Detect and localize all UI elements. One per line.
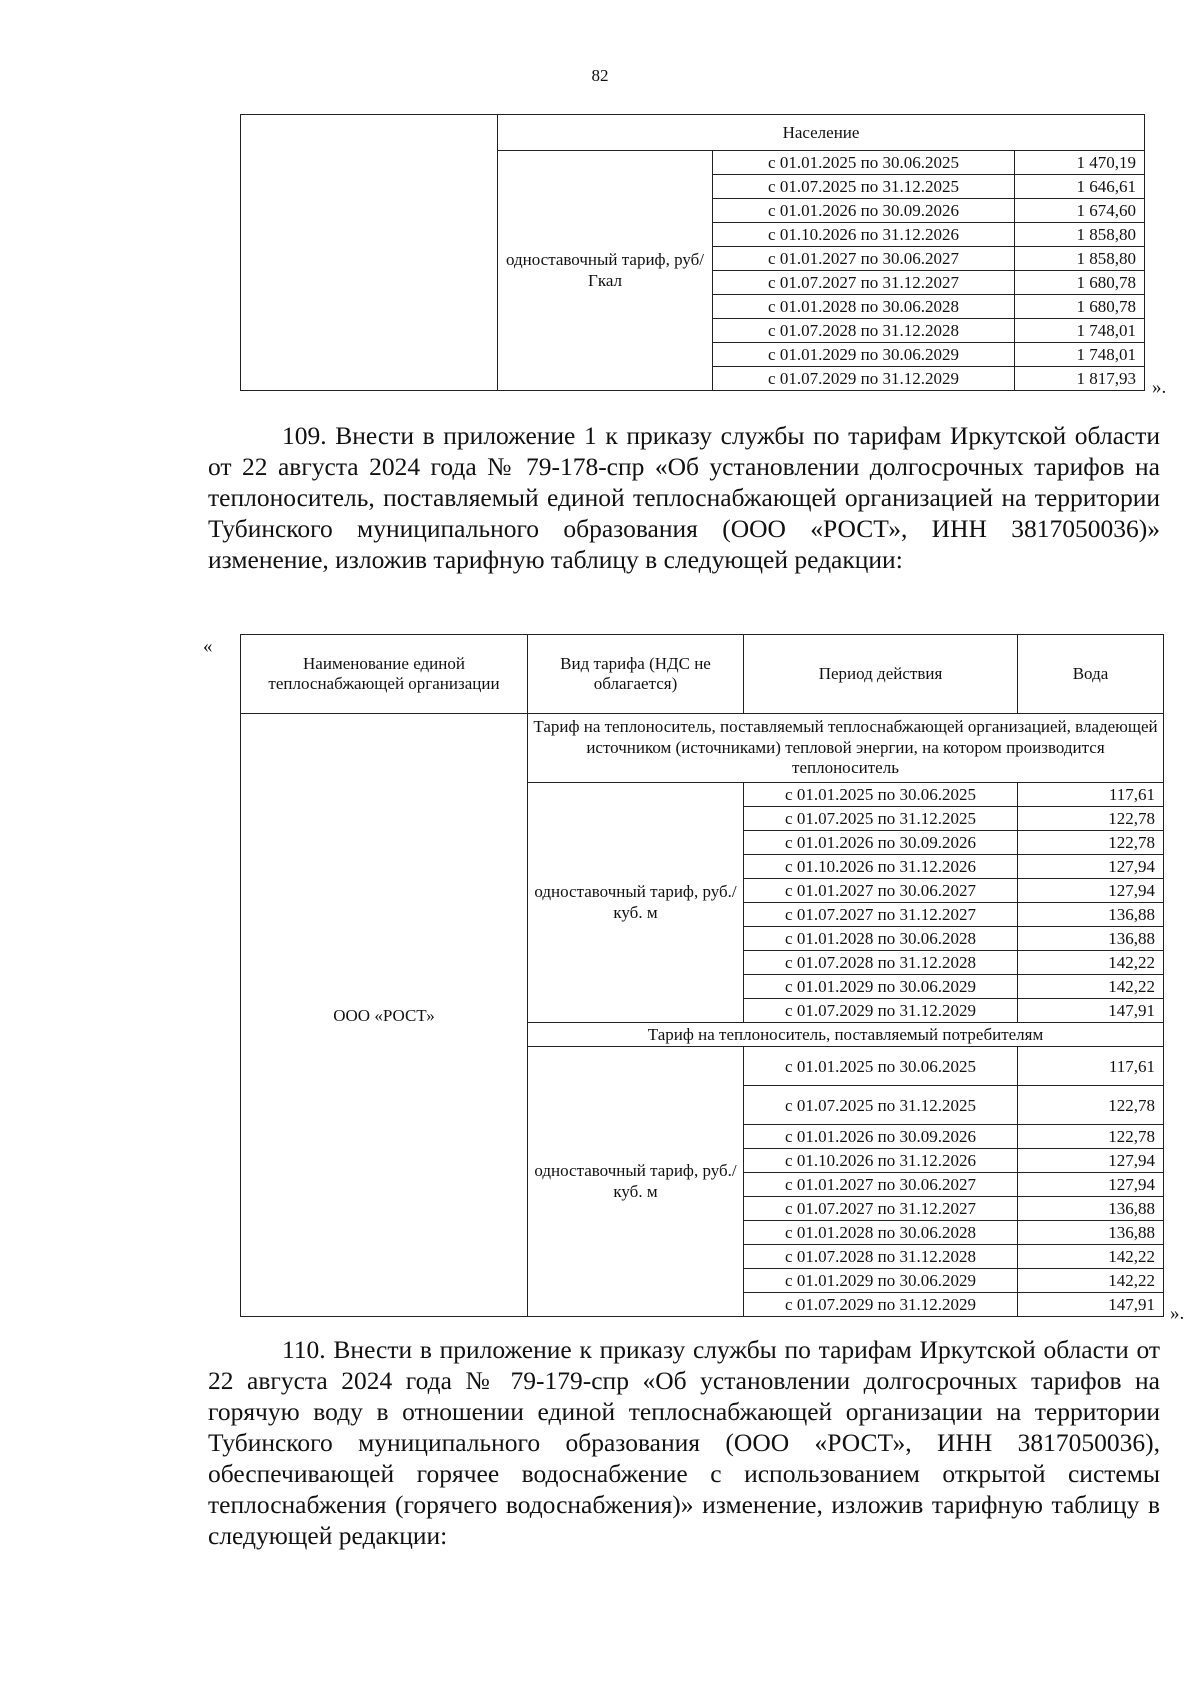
value-cell: 142,22 bbox=[1018, 1245, 1164, 1269]
period-cell: с 01.07.2028 по 31.12.2028 bbox=[744, 951, 1018, 975]
table-row bbox=[241, 115, 1145, 151]
period-cell: с 01.07.2027 по 31.12.2027 bbox=[713, 271, 1015, 295]
tariff-type-cell: одноставочный тариф, руб/Гкал bbox=[498, 151, 713, 391]
section2-title: Тариф на теплоноситель, поставляемый потребителям bbox=[528, 1023, 1164, 1047]
value-cell: 1 646,61 bbox=[1015, 175, 1145, 199]
period-cell: с 01.07.2025 по 31.12.2025 bbox=[713, 175, 1015, 199]
table2-closing-mark: ». bbox=[1170, 1303, 1185, 1324]
header-tariff-kind: Вид тарифа (НДС не облагается) bbox=[528, 635, 744, 714]
table-header-row bbox=[241, 635, 1164, 714]
paragraph-110-number: 110. bbox=[282, 1335, 326, 1364]
value-cell: 127,94 bbox=[1018, 855, 1164, 879]
period-cell: с 01.01.2026 по 30.09.2026 bbox=[744, 831, 1018, 855]
period-cell: с 01.01.2026 по 30.09.2026 bbox=[713, 199, 1015, 223]
paragraph-110 bbox=[208, 1334, 1160, 1551]
value-cell: 1 674,60 bbox=[1015, 199, 1145, 223]
value-cell: 122,78 bbox=[1018, 831, 1164, 855]
value-cell: 1 680,78 bbox=[1015, 271, 1145, 295]
header-period: Период действия bbox=[744, 635, 1018, 714]
paragraph-109 bbox=[208, 420, 1160, 575]
period-cell: с 01.07.2029 по 31.12.2029 bbox=[713, 367, 1015, 391]
value-cell: 136,88 bbox=[1018, 903, 1164, 927]
value-cell: 127,94 bbox=[1018, 879, 1164, 903]
period-cell: с 01.10.2026 по 31.12.2026 bbox=[744, 855, 1018, 879]
period-cell: с 01.07.2025 по 31.12.2025 bbox=[744, 1086, 1018, 1125]
paragraph-110-text: Внести в приложение к приказу службы по тарифам Иркутской области от 22 августа 2024 года № 79-179-спр «Об установлении долгосрочных тарифов на горячую воду в отношении единой теплоснабжающей организации на территории Тубинского муниципального образования (ООО «РОСТ», ИНН 3817050036), обеспечивающей горячее водоснабжение с использованием открытой системы теплоснабжения (горячего водоснабжения)» изменение, изложив тарифную таблицу в следующей редакции: bbox=[208, 1335, 1160, 1550]
paragraph-109-number: 109. bbox=[282, 421, 327, 450]
value-cell: 117,61 bbox=[1018, 783, 1164, 807]
period-cell: с 01.01.2025 по 30.06.2025 bbox=[713, 151, 1015, 175]
value-cell: 117,61 bbox=[1018, 1047, 1164, 1086]
tariff-table-heat-carrier bbox=[240, 634, 1164, 1317]
value-cell: 136,88 bbox=[1018, 927, 1164, 951]
period-cell: с 01.07.2027 по 31.12.2027 bbox=[744, 1197, 1018, 1221]
value-cell: 142,22 bbox=[1018, 975, 1164, 999]
period-cell: с 01.07.2028 по 31.12.2028 bbox=[713, 319, 1015, 343]
value-cell: 142,22 bbox=[1018, 1269, 1164, 1293]
value-cell: 122,78 bbox=[1018, 1125, 1164, 1149]
period-cell: с 01.07.2029 по 31.12.2029 bbox=[744, 1293, 1018, 1317]
value-cell: 122,78 bbox=[1018, 1086, 1164, 1125]
period-cell: с 01.01.2029 по 30.06.2029 bbox=[744, 1269, 1018, 1293]
period-cell: с 01.07.2027 по 31.12.2027 bbox=[744, 903, 1018, 927]
value-cell: 1 748,01 bbox=[1015, 319, 1145, 343]
period-cell: с 01.01.2028 по 30.06.2028 bbox=[744, 1221, 1018, 1245]
period-cell: с 01.01.2027 по 30.06.2027 bbox=[713, 247, 1015, 271]
value-cell: 1 858,80 bbox=[1015, 247, 1145, 271]
value-cell: 147,91 bbox=[1018, 1293, 1164, 1317]
value-cell: 1 858,80 bbox=[1015, 223, 1145, 247]
header-org: Наименование единой теплоснабжающей организации bbox=[241, 635, 528, 714]
period-cell: с 01.01.2028 по 30.06.2028 bbox=[744, 927, 1018, 951]
period-cell: с 01.01.2027 по 30.06.2027 bbox=[744, 1173, 1018, 1197]
table2-opening-mark: « bbox=[203, 636, 213, 657]
period-cell: с 01.01.2027 по 30.06.2027 bbox=[744, 879, 1018, 903]
period-cell: с 01.01.2029 по 30.06.2029 bbox=[744, 975, 1018, 999]
period-cell: с 01.01.2028 по 30.06.2028 bbox=[713, 295, 1015, 319]
paragraph-109-text: Внести в приложение 1 к приказу службы по тарифам Иркутской области от 22 августа 2024 года № 79-178-спр «Об установлении долгосрочных тарифов на теплоноситель, поставляемый единой теплоснабжающей организацией на территории Тубинского муниципального образования (ООО «РОСТ», ИНН 3817050036)» изменение, изложив тарифную таблицу в следующей редакции: bbox=[208, 421, 1161, 574]
value-cell: 127,94 bbox=[1018, 1173, 1164, 1197]
period-cell: с 01.10.2026 по 31.12.2026 bbox=[744, 1149, 1018, 1173]
section2-tariff-type: одноставочный тариф, руб./куб. м bbox=[528, 1047, 744, 1317]
value-cell: 147,91 bbox=[1018, 999, 1164, 1023]
period-cell: с 01.01.2026 по 30.09.2026 bbox=[744, 1125, 1018, 1149]
value-cell: 142,22 bbox=[1018, 951, 1164, 975]
value-cell: 127,94 bbox=[1018, 1149, 1164, 1173]
value-cell: 1 680,78 bbox=[1015, 295, 1145, 319]
period-cell: с 01.07.2025 по 31.12.2025 bbox=[744, 807, 1018, 831]
value-cell: 1 748,01 bbox=[1015, 343, 1145, 367]
period-cell: с 01.01.2025 по 30.06.2025 bbox=[744, 1047, 1018, 1086]
period-cell: с 01.01.2025 по 30.06.2025 bbox=[744, 783, 1018, 807]
group-header-population: Население bbox=[498, 115, 1145, 151]
section1-tariff-type: одноставочный тариф, руб./куб. м bbox=[528, 783, 744, 1023]
value-cell: 122,78 bbox=[1018, 807, 1164, 831]
value-cell: 1 470,19 bbox=[1015, 151, 1145, 175]
period-cell: с 01.01.2029 по 30.06.2029 bbox=[713, 343, 1015, 367]
period-cell: с 01.07.2028 по 31.12.2028 bbox=[744, 1245, 1018, 1269]
header-value: Вода bbox=[1018, 635, 1164, 714]
page-number: 82 bbox=[591, 66, 609, 85]
value-cell: 136,88 bbox=[1018, 1197, 1164, 1221]
table1-closing-mark: ». bbox=[1152, 377, 1167, 398]
table-row bbox=[241, 714, 1164, 783]
section1-title: Тариф на теплоноситель, поставляемый теплоснабжающей организацией, владеющей источником (источниками) тепловой энергии, на котором производится теплоноситель bbox=[528, 714, 1164, 783]
period-cell: с 01.10.2026 по 31.12.2026 bbox=[713, 223, 1015, 247]
empty-cell bbox=[241, 115, 498, 391]
organization-cell: ООО «РОСТ» bbox=[241, 714, 528, 1317]
value-cell: 1 817,93 bbox=[1015, 367, 1145, 391]
value-cell: 136,88 bbox=[1018, 1221, 1164, 1245]
period-cell: с 01.07.2029 по 31.12.2029 bbox=[744, 999, 1018, 1023]
tariff-table-population bbox=[240, 114, 1145, 391]
